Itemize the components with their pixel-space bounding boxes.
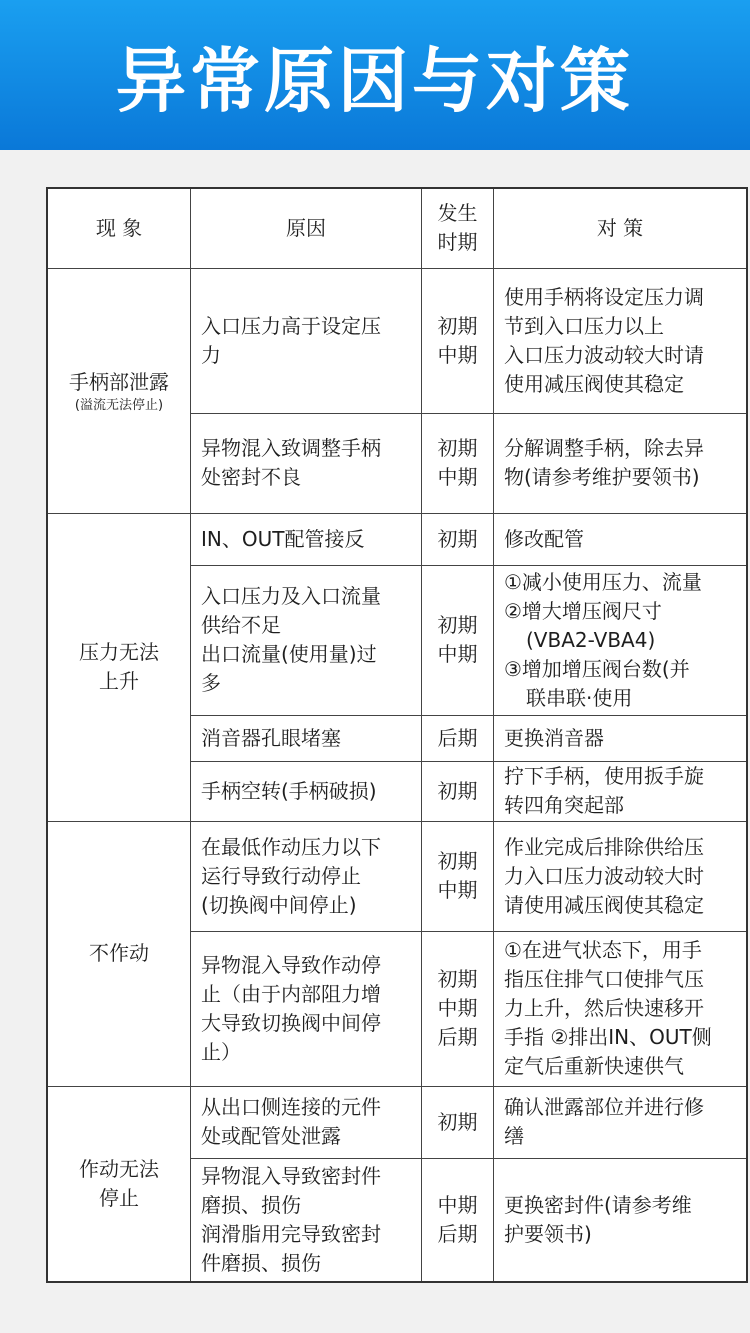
measure-cell: ①减小使用压力、流量 ②增大增压阀尺寸 (VBA2-VBA4) ③增加增压阀台数(并 联串联·使用 <box>494 565 748 715</box>
cause-cell: 消音器孔眼堵塞 <box>191 715 422 761</box>
cause-cell: 异物混入导致作动停 止（由于内部阻力增 大导致切换阀中间停 止） <box>191 931 422 1086</box>
header-measure: 对 策 <box>494 188 748 268</box>
period-cell: 初期 <box>422 1086 494 1158</box>
period-cell: 初期 中期 后期 <box>422 931 494 1086</box>
table-row <box>47 513 747 565</box>
period-cell: 中期 后期 <box>422 1158 494 1282</box>
cause-cell: 异物混入致调整手柄 处密封不良 <box>191 413 422 513</box>
period-cell: 初期 中期 <box>422 413 494 513</box>
period-cell: 初期 中期 <box>422 268 494 413</box>
page-title: 异常原因与对策 <box>116 39 634 122</box>
header-cause: 原因 <box>191 188 422 268</box>
measure-cell: 分解调整手柄，除去异 物(请参考维护要领书) <box>494 413 748 513</box>
phenomenon-cell: 压力无法 上升 <box>47 513 191 821</box>
title-banner <box>0 0 750 150</box>
cause-cell: 在最低作动压力以下 运行导致行动停止 (切换阀中间停止) <box>191 821 422 931</box>
table-row <box>47 1086 747 1158</box>
phenomenon-cell: 作动无法 停止 <box>47 1086 191 1282</box>
period-cell: 初期 <box>422 513 494 565</box>
cause-cell: 从出口侧连接的元件 处或配管处泄露 <box>191 1086 422 1158</box>
cause-cell: 异物混入导致密封件 磨损、损伤 润滑脂用完导致密封 件磨损、损伤 <box>191 1158 422 1282</box>
measure-cell: 作业完成后排除供给压 力入口压力波动较大时 请使用减压阀使其稳定 <box>494 821 748 931</box>
phenomenon-cell: 不作动 <box>47 821 191 1086</box>
cause-cell: IN、OUT配管接反 <box>191 513 422 565</box>
period-cell: 初期 中期 <box>422 821 494 931</box>
table-row <box>47 821 747 931</box>
measure-cell: 拧下手柄，使用扳手旋 转四角突起部 <box>494 761 748 821</box>
table-row <box>47 268 747 413</box>
header-phenomenon: 现 象 <box>47 188 191 268</box>
period-cell: 后期 <box>422 715 494 761</box>
measure-cell: 更换消音器 <box>494 715 748 761</box>
trouble-table-wrapper <box>46 187 748 1283</box>
measure-cell: ①在进气状态下，用手 指压住排气口使排气压 力上升，然后快速移开 手指 ②排出IN、OUT侧 定气后重新快速供气 <box>494 931 748 1086</box>
measure-cell: 使用手柄将设定压力调 节到入口压力以上 入口压力波动较大时请 使用减压阀使其稳定 <box>494 268 748 413</box>
cause-cell: 入口压力及入口流量 供给不足 出口流量(使用量)过 多 <box>191 565 422 715</box>
measure-cell: 更换密封件(请参考维 护要领书) <box>494 1158 748 1282</box>
measure-cell: 修改配管 <box>494 513 748 565</box>
phenomenon-cell: 手柄部泄露 (溢流无法停止) <box>47 268 191 513</box>
cause-cell: 入口压力高于设定压 力 <box>191 268 422 413</box>
header-row <box>47 188 747 268</box>
period-cell: 初期 <box>422 761 494 821</box>
measure-cell: 确认泄露部位并进行修 缮 <box>494 1086 748 1158</box>
header-period: 发生 时期 <box>422 188 494 268</box>
cause-cell: 手柄空转(手柄破损) <box>191 761 422 821</box>
trouble-table <box>46 187 748 1283</box>
period-cell: 初期 中期 <box>422 565 494 715</box>
